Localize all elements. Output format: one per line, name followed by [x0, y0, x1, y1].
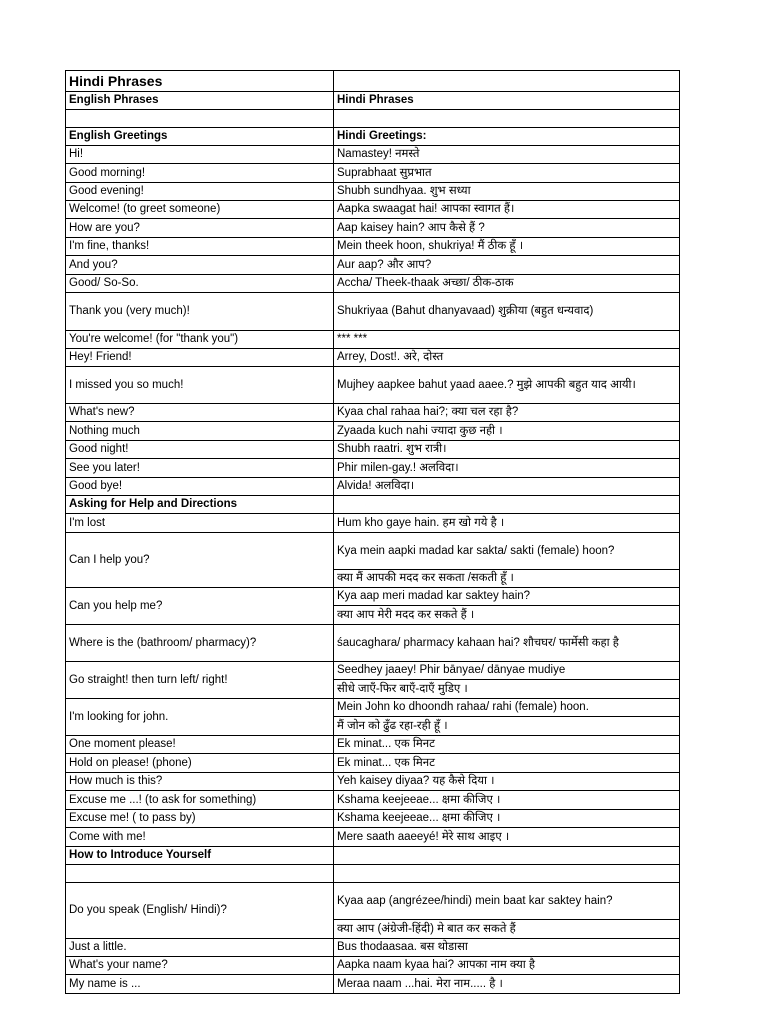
english-phrase-cell: How much is this?: [66, 773, 334, 791]
english-phrase-cell: Where is the (bathroom/ pharmacy)?: [66, 625, 334, 662]
table-row: [66, 662, 680, 680]
english-phrase-cell: Do you speak (English/ Hindi)?: [66, 883, 334, 939]
english-phrase-cell: English Phrases: [66, 92, 334, 110]
english-phrase-cell: Excuse me ...! (to ask for something): [66, 791, 334, 810]
english-phrase-cell: You're welcome! (for "thank you"): [66, 331, 334, 349]
table-row: [66, 349, 680, 367]
table-row: [66, 496, 680, 514]
english-phrase-cell: Thank you (very much)!: [66, 293, 334, 331]
table-row: [66, 146, 680, 164]
table-row: [66, 459, 680, 478]
table-row: [66, 533, 680, 570]
table-row: [66, 828, 680, 847]
hindi-devanagari-cell: क्या मैं आपकी मदद कर सकता /सकती हूँ ।: [334, 570, 680, 588]
english-phrase-cell: Can you help me?: [66, 588, 334, 625]
hindi-phrase-cell: Kshama keejeeae... क्षमा कीजिए ।: [334, 810, 680, 828]
english-phrase-cell: Hey! Friend!: [66, 349, 334, 367]
english-phrase-cell: Good morning!: [66, 164, 334, 183]
hindi-phrase-cell: Hindi Greetings:: [334, 128, 680, 146]
phrase-table: [65, 70, 680, 994]
english-phrase-cell: I missed you so much!: [66, 367, 334, 404]
english-phrase-cell: Hold on please! (phone): [66, 754, 334, 773]
hindi-transliteration-cell: Seedhey jaaey! Phir bānyae/ dānyae mudiye: [334, 662, 680, 680]
hindi-phrase-cell: [334, 865, 680, 883]
hindi-phrase-cell: Aapka naam kyaa hai? आपका नाम क्या है: [334, 957, 680, 975]
table-row: [66, 110, 680, 128]
english-phrase-cell: What's your name?: [66, 957, 334, 975]
table-row: [66, 975, 680, 994]
english-phrase-cell: English Greetings: [66, 128, 334, 146]
table-row: [66, 699, 680, 717]
hindi-phrase-cell: Arrey, Dost!. अरे, दोस्त: [334, 349, 680, 367]
table-row: [66, 275, 680, 293]
english-phrase-cell: One moment please!: [66, 736, 334, 754]
table-row: [66, 514, 680, 533]
english-phrase-cell: I'm fine, thanks!: [66, 238, 334, 256]
table-row: [66, 625, 680, 662]
english-phrase-cell: What's new?: [66, 404, 334, 422]
hindi-phrase-cell: Mere saath aaeeyé! मेरे साथ आइए ।: [334, 828, 680, 847]
english-phrase-cell: How to Introduce Yourself: [66, 847, 334, 865]
table-row: [66, 256, 680, 275]
table-row: [66, 441, 680, 459]
hindi-phrase-cell: Meraa naam ...hai. मेरा नाम..... है ।: [334, 975, 680, 994]
hindi-transliteration-cell: Kyaa aap (angrézee/hindi) mein baat kar saktey hain?: [334, 883, 680, 920]
english-phrase-cell: My name is ...: [66, 975, 334, 994]
hindi-transliteration-cell: Kya aap meri madad kar saktey hain?: [334, 588, 680, 606]
hindi-phrase-cell: Ek minat... एक मिनट: [334, 754, 680, 773]
hindi-phrase-cell: Hum kho gaye hain. हम खो गये है ।: [334, 514, 680, 533]
hindi-phrase-cell: Alvida! अलविदा।: [334, 478, 680, 496]
english-phrase-cell: I'm looking for john.: [66, 699, 334, 736]
hindi-devanagari-cell: सीधे जाएँ-फिर बाएँ-दाएँ मुडिए ।: [334, 680, 680, 699]
hindi-phrase-cell: Mein theek hoon, shukriya! मैं ठीक हूँ ।: [334, 238, 680, 256]
table-row: [66, 92, 680, 110]
title-empty-cell: [334, 71, 680, 92]
english-phrase-cell: Hi!: [66, 146, 334, 164]
table-row: [66, 865, 680, 883]
hindi-phrase-cell: Shubh sundhyaa. शुभ सध्या: [334, 183, 680, 201]
phrase-table-body: [66, 71, 680, 994]
hindi-phrase-cell: *** ***: [334, 331, 680, 349]
english-phrase-cell: Welcome! (to greet someone): [66, 201, 334, 219]
hindi-devanagari-cell: क्या आप (अंग्रेजी-हिंदी) मे बात कर सकते हैं: [334, 920, 680, 939]
table-row: [66, 791, 680, 810]
english-phrase-cell: [66, 110, 334, 128]
english-phrase-cell: Asking for Help and Directions: [66, 496, 334, 514]
hindi-phrase-cell: Shukriyaa (Bahut dhanyavaad) शुक्रीया (बहुत धन्यवाद): [334, 293, 680, 331]
english-phrase-cell: Excuse me! ( to pass by): [66, 810, 334, 828]
hindi-phrase-cell: Hindi Phrases: [334, 92, 680, 110]
table-row: [66, 883, 680, 920]
hindi-phrase-cell: [334, 110, 680, 128]
english-phrase-cell: Good evening!: [66, 183, 334, 201]
english-phrase-cell: Good/ So-So.: [66, 275, 334, 293]
hindi-phrase-cell: Bus thodaasaa. बस थोडासा: [334, 939, 680, 957]
table-row: [66, 164, 680, 183]
title-row: [66, 71, 680, 92]
hindi-phrase-cell: Shubh raatri. शुभ रात्री।: [334, 441, 680, 459]
hindi-phrase-cell: Mujhey aapkee bahut yaad aaee.? मुझे आपकी बहुत याद आयी।: [334, 367, 680, 404]
table-row: [66, 404, 680, 422]
table-row: [66, 736, 680, 754]
english-phrase-cell: See you later!: [66, 459, 334, 478]
table-row: [66, 957, 680, 975]
hindi-phrase-cell: śaucaghara/ pharmacy kahaan hai? शौचघर/ फार्मेसी कहा है: [334, 625, 680, 662]
hindi-phrase-cell: Yeh kaisey diyaa? यह कैसे दिया ।: [334, 773, 680, 791]
table-row: [66, 331, 680, 349]
english-phrase-cell: Just a little.: [66, 939, 334, 957]
english-phrase-cell: Can I help you?: [66, 533, 334, 588]
hindi-phrase-cell: Ek minat... एक मिनट: [334, 736, 680, 754]
table-row: [66, 201, 680, 219]
table-row: [66, 810, 680, 828]
hindi-phrase-cell: [334, 496, 680, 514]
english-phrase-cell: Good bye!: [66, 478, 334, 496]
hindi-phrase-cell: Suprabhaat सुप्रभात: [334, 164, 680, 183]
table-row: [66, 219, 680, 238]
table-row: [66, 422, 680, 441]
hindi-devanagari-cell: क्या आप मेरी मदद कर सकते हैं ।: [334, 606, 680, 625]
table-row: [66, 754, 680, 773]
hindi-phrase-cell: Aapka swaagat hai! आपका स्वागत हैं।: [334, 201, 680, 219]
english-phrase-cell: I'm lost: [66, 514, 334, 533]
table-row: [66, 293, 680, 331]
table-row: [66, 367, 680, 404]
table-row: [66, 773, 680, 791]
hindi-phrase-cell: Zyaada kuch nahi ज्यादा कुछ नही ।: [334, 422, 680, 441]
english-phrase-cell: Go straight! then turn left/ right!: [66, 662, 334, 699]
hindi-phrase-cell: [334, 847, 680, 865]
hindi-phrase-cell: Namastey! नमस्ते: [334, 146, 680, 164]
table-row: [66, 588, 680, 606]
hindi-devanagari-cell: मैं जोन को ढुँढ रहा-रही हूँ ।: [334, 717, 680, 736]
table-row: [66, 183, 680, 201]
hindi-phrase-cell: Aap kaisey hain? आप कैसे हैं ?: [334, 219, 680, 238]
hindi-phrase-cell: Kyaa chal rahaa hai?; क्या चल रहा है?: [334, 404, 680, 422]
english-phrase-cell: [66, 865, 334, 883]
page-title: Hindi Phrases: [66, 71, 334, 92]
hindi-phrase-cell: Accha/ Theek-thaak अच्छा/ ठीक-ठाक: [334, 275, 680, 293]
english-phrase-cell: Come with me!: [66, 828, 334, 847]
table-row: [66, 128, 680, 146]
table-row: [66, 478, 680, 496]
hindi-transliteration-cell: Mein John ko dhoondh rahaa/ rahi (female) hoon.: [334, 699, 680, 717]
table-row: [66, 847, 680, 865]
english-phrase-cell: Nothing much: [66, 422, 334, 441]
english-phrase-cell: How are you?: [66, 219, 334, 238]
hindi-phrase-cell: Aur aap? और आप?: [334, 256, 680, 275]
english-phrase-cell: And you?: [66, 256, 334, 275]
hindi-phrase-cell: Kshama keejeeae... क्षमा कीजिए ।: [334, 791, 680, 810]
table-row: [66, 939, 680, 957]
english-phrase-cell: Good night!: [66, 441, 334, 459]
hindi-transliteration-cell: Kya mein aapki madad kar sakta/ sakti (female) hoon?: [334, 533, 680, 570]
table-row: [66, 238, 680, 256]
hindi-phrase-cell: Phir milen-gay.! अलविदा।: [334, 459, 680, 478]
